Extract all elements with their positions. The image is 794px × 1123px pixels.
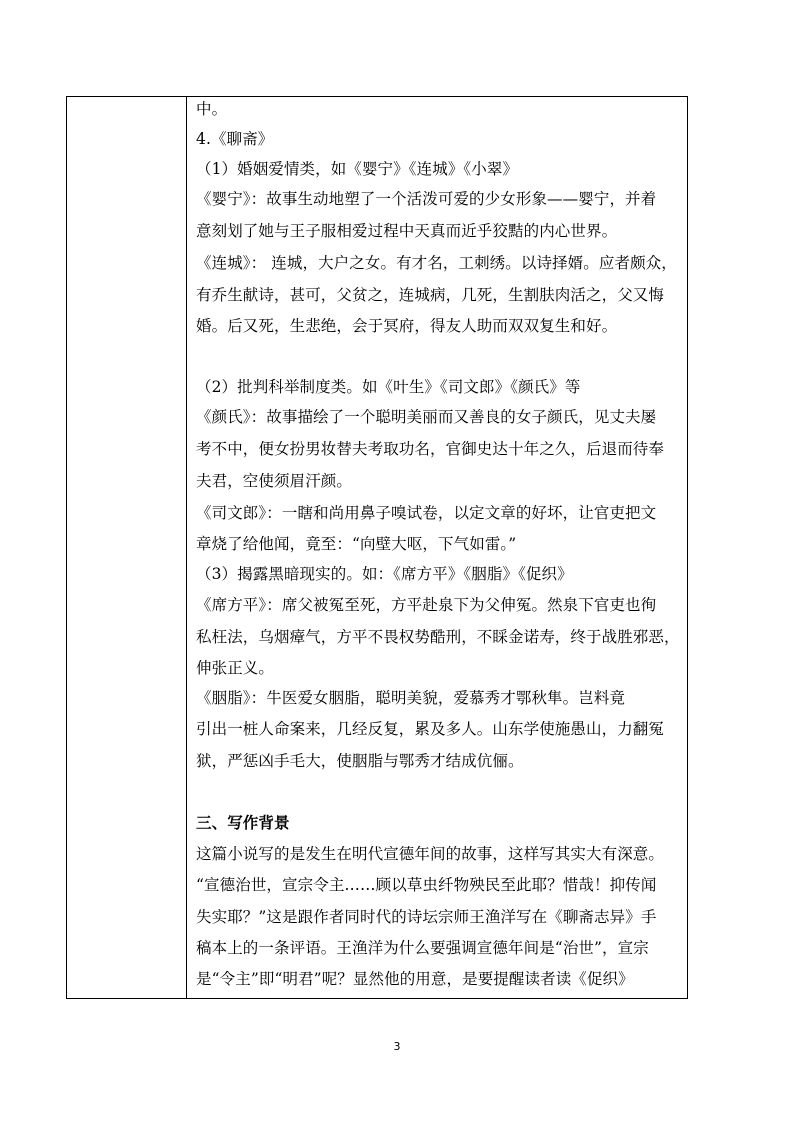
text-line: 《胭脂》：牛医爱女胭脂，聪明美貌，爱慕秀才鄂秋隼。岂料竟	[196, 689, 626, 707]
text-line: 中。	[196, 100, 228, 118]
section-heading: 三、写作背景	[196, 813, 290, 832]
text-line: （3）揭露黑暗现实的。如：《席方平》《胭脂》《促织》	[196, 565, 573, 583]
text-line: 失实耶？”这是跟作者同时代的诗坛宗师王渔洋写在《聊斋志异》手	[196, 908, 657, 926]
text-line: （2）批判科举制度类。如《叶生》《司文郎》《颜氏》等	[196, 378, 581, 396]
text-line: 伸张正义。	[196, 659, 275, 677]
text-line: 是“令主”即“明君”呢？显然他的用意，是要提醒读者读《促织》	[196, 970, 634, 988]
text-line: 《连城》： 连城，大户之女。有才名，工刺绣。以诗择婿。应者颇众，	[196, 254, 677, 272]
text-line: 《颜氏》：故事描绘了一个聪明美丽而又善良的女子颜氏，见丈夫屡	[196, 408, 657, 426]
page-number: 3	[393, 1040, 401, 1053]
text-line: 意刻划了她与王子服相爱过程中天真而近乎狡黠的内心世界。	[196, 222, 618, 240]
table-left-cell	[67, 97, 187, 998]
text-line: 狱，严惩凶手毛大，使胭脂与鄂秀才结成伉俪。	[196, 752, 524, 770]
content-table	[66, 96, 688, 999]
text-line: 私枉法，乌烟瘴气，方平不畏权势酷刑，不睬金诺寿，终于战胜邪恶，	[196, 628, 680, 646]
text-line: 《婴宁》：故事生动地塑了一个活泼可爱的少女形象——婴宁，并着	[196, 190, 657, 208]
text-line: （1）婚姻爱情类，如《婴宁》《连城》《小翠》	[196, 160, 519, 178]
text-line: 稿本上的一条评语。王渔洋为什么要强调宣德年间是“治世”，宣宗	[196, 939, 649, 957]
text-line: 4.《聊斋》	[196, 130, 274, 148]
text-line: “宣德治世，宣宗令主……顾以草虫纤物殃民至此耶？惜哉！抑传闻	[196, 876, 657, 894]
text-line: 《司文郎》：一瞎和尚用鼻子嗅试卷，以定文章的好坏，让官吏把文	[196, 504, 657, 522]
text-line: 夫君，空使须眉汗颜。	[196, 472, 353, 490]
text-line: 考不中，便女扮男妆替夫考取功名，官御史达十年之久，后退而待奉	[196, 440, 665, 458]
text-line: 引出一桩人命案来，几经反复，累及多人。山东学使施愚山，力翻冤	[196, 720, 665, 738]
text-line: 有乔生献诗，甚可，父贫之，连城病，几死，生割肤肉活之，父又悔	[196, 286, 665, 304]
text-line: 婚。后又死，生悲绝，会于冥府，得友人助而双双复生和好。	[196, 317, 618, 335]
table-content-cell	[188, 97, 687, 998]
text-line: 《席方平》：席父被冤至死，方平赴泉下为父伸冤。然泉下官吏也徇	[196, 596, 657, 614]
text-line: 章烧了给他闻，竟至：“向壁大呕，下气如雷。”	[196, 535, 517, 553]
text-line: 这篇小说写的是发生在明代宣德年间的故事，这样写其实大有深意。	[196, 845, 665, 863]
